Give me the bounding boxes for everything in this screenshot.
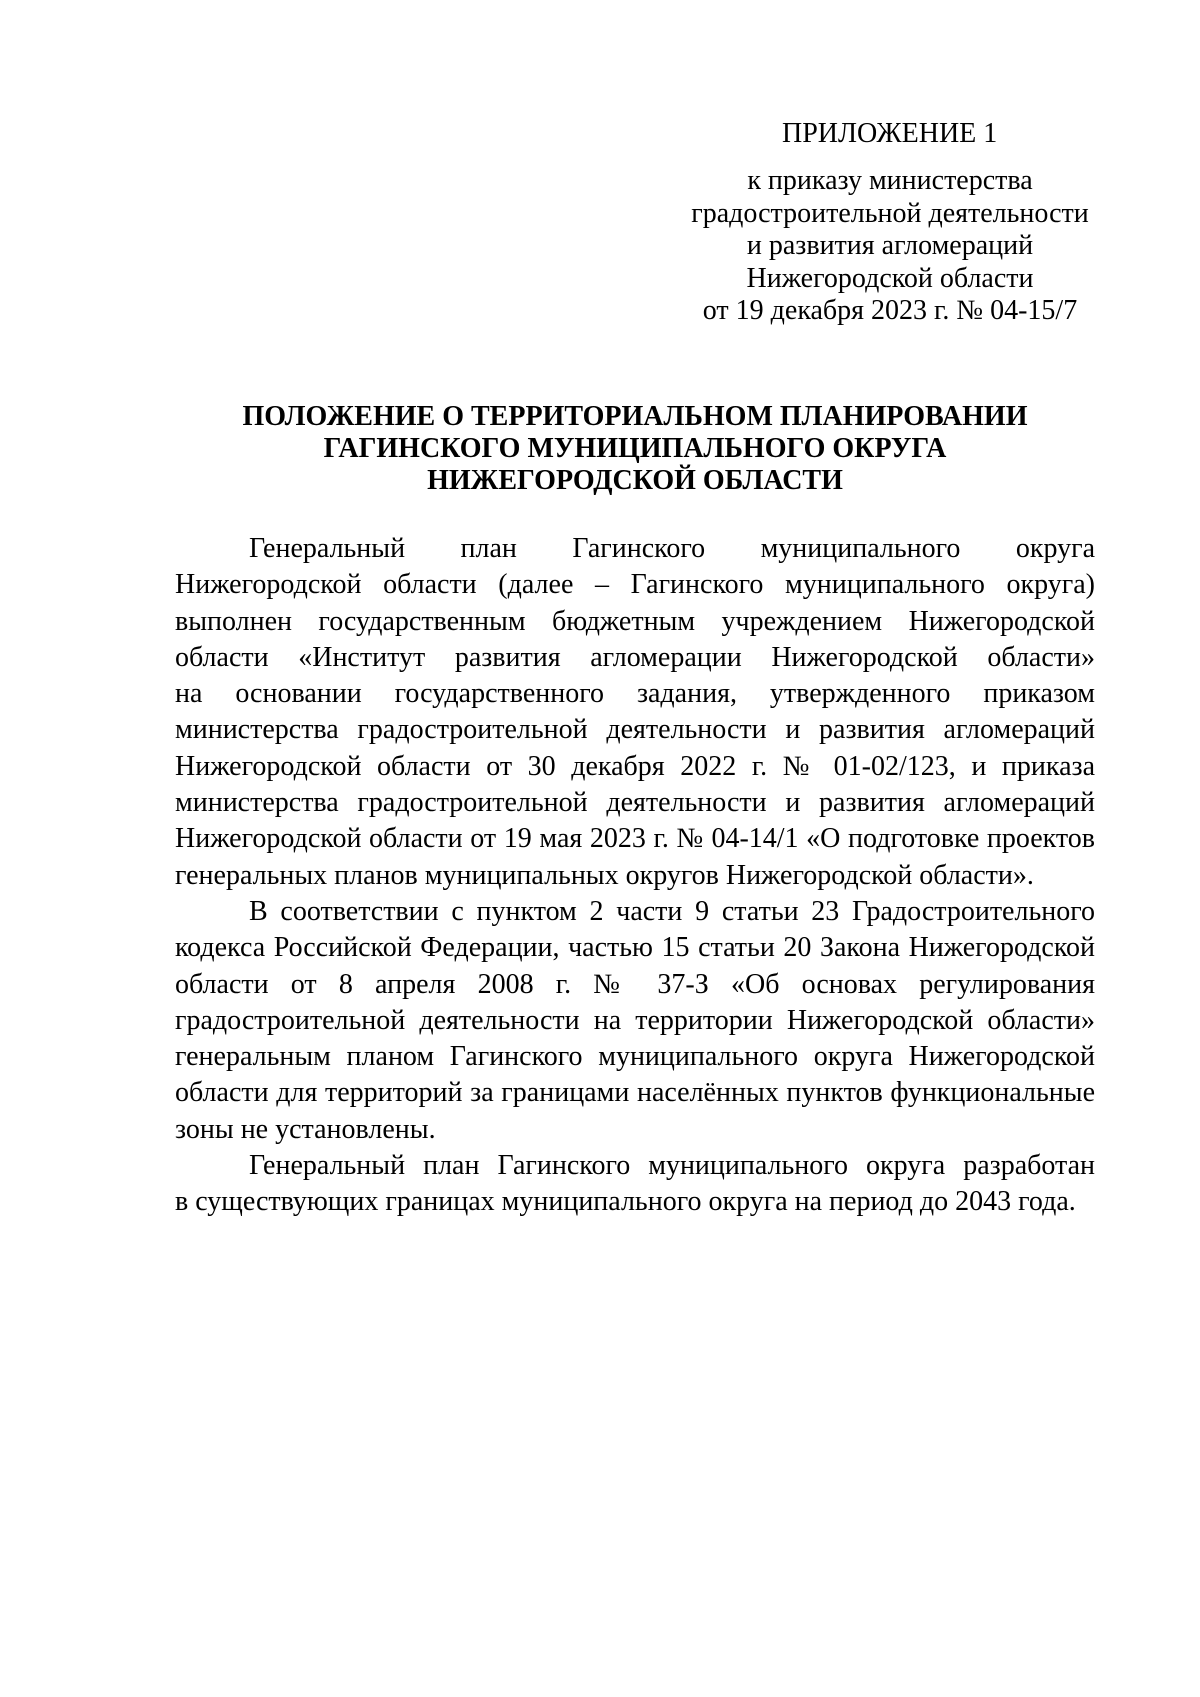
- paragraph-line: кодекса Российской Федерации, частью 15 статьи 20 Закона Нижегородской: [175, 932, 1095, 964]
- heading-line: ПОЛОЖЕНИЕ О ТЕРРИТОРИАЛЬНОМ ПЛАНИРОВАНИИ: [242, 401, 1028, 432]
- paragraph-2: [175, 894, 1095, 1148]
- appendix-line: градостроительной деятельности: [691, 197, 1089, 229]
- appendix-title: ПРИЛОЖЕНИЕ 1: [782, 118, 998, 149]
- heading-line: НИЖЕГОРОДСКОЙ ОБЛАСТИ: [427, 465, 843, 496]
- paragraph-line: области для территорий за границами населённых пунктов функциональные: [175, 1077, 1095, 1109]
- document-body: [175, 531, 1095, 1221]
- paragraph-line: градостроительной деятельности на территории Нижегородской области»: [175, 1004, 1095, 1036]
- paragraph-1: [175, 531, 1095, 894]
- paragraph-line: Нижегородской области (далее – Гагинского муниципального округа): [175, 569, 1095, 601]
- paragraph-line: выполнен государственным бюджетным учреждением Нижегородской: [175, 605, 1095, 637]
- document-heading: [175, 401, 1095, 497]
- appendix-line: от 19 декабря 2023 г. № 04-15/7: [702, 295, 1078, 326]
- paragraph-line: Генеральный план Гагинского муниципального округа разработан: [249, 1150, 1095, 1182]
- paragraph-line: области «Институт развития агломерации Нижегородской области»: [175, 641, 1095, 673]
- appendix-line: к приказу министерства: [747, 165, 1033, 196]
- paragraph-3: [175, 1148, 1095, 1221]
- paragraph-line: В соответствии с пунктом 2 части 9 статьи 23 Градостроительного: [249, 895, 1095, 927]
- paragraph-line: министерства градостроительной деятельности и развития агломераций: [175, 787, 1095, 819]
- paragraph-line: генеральных планов муниципальных округов Нижегородской области».: [175, 859, 1034, 891]
- paragraph-line: генеральным планом Гагинского муниципального округа Нижегородской: [175, 1041, 1095, 1073]
- paragraph-line: зоны не установлены.: [175, 1113, 436, 1145]
- paragraph-line: Генеральный план Гагинского муниципального округа: [249, 533, 1095, 564]
- paragraph-line: на основании государственного задания, утвержденного приказом: [175, 678, 1095, 710]
- appendix-line: и развития агломераций: [746, 230, 1034, 261]
- paragraph-line: области от 8 апреля 2008 г. № 37-З «Об основах регулирования: [175, 968, 1095, 1000]
- heading-line: ГАГИНСКОГО МУНИЦИПАЛЬНОГО ОКРУГА: [323, 433, 947, 464]
- paragraph-line: Нижегородской области от 19 мая 2023 г. № 04-14/1 «О подготовке проектов: [175, 823, 1095, 855]
- appendix-reference: [680, 165, 1100, 328]
- paragraph-line: министерства градостроительной деятельности и развития агломераций: [175, 714, 1095, 746]
- appendix-line: Нижегородской области: [746, 262, 1034, 294]
- paragraph-line: Нижегородской области от 30 декабря 2022 г. № 01-02/123, и приказа: [175, 750, 1095, 782]
- paragraph-line: в существующих границах муниципального округа на период до 2043 года.: [175, 1186, 1076, 1218]
